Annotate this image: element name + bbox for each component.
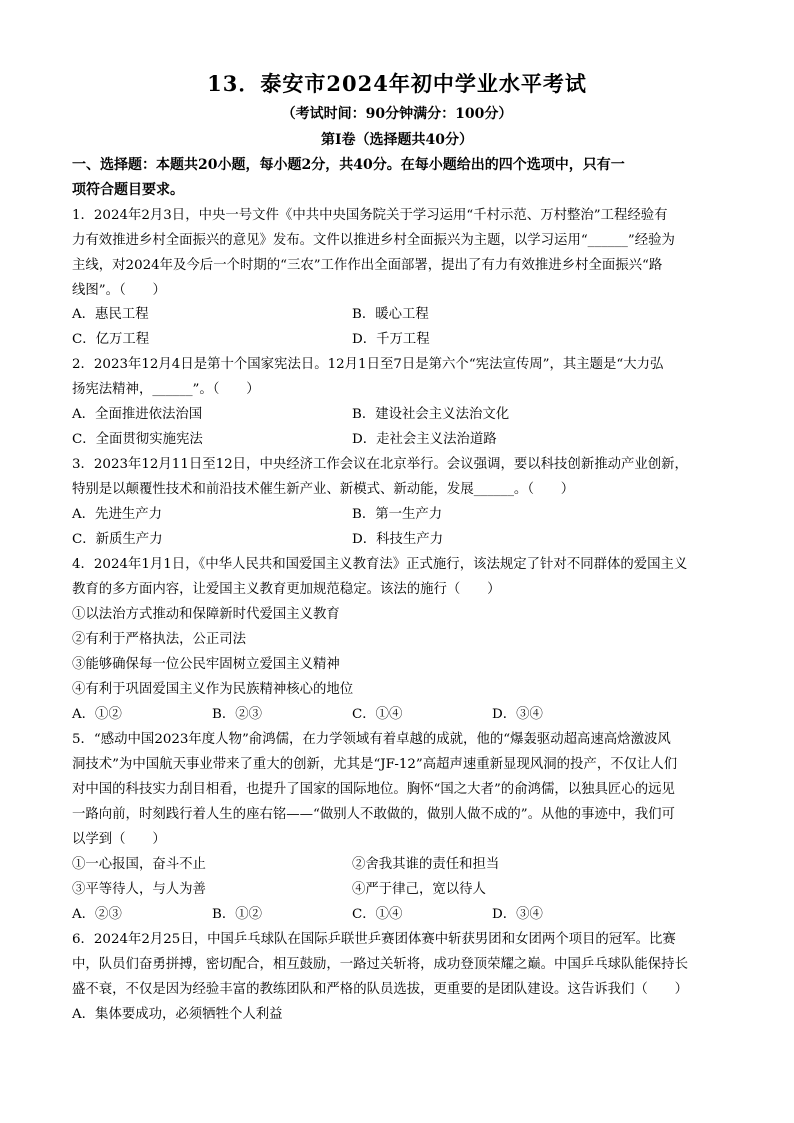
instructions-line: 一、选择题：本题共20小题，每小题2分，共40分。在每小题给出的四个选项中，只有一 xyxy=(72,157,625,173)
question-5-statement: ③平等待人，与人为善 xyxy=(72,882,206,897)
question-5-stem: 5．“感动中国2023年度人物”俞鸿儒，在力学领域有着卓越的成就，他的“爆轰驱动超高速高焓激波风 xyxy=(72,732,671,747)
question-6-option-a[interactable]: A．集体要成功，必须牺牲个人利益 xyxy=(72,1007,283,1022)
question-2-option-d[interactable]: D．走社会主义法治道路 xyxy=(352,432,497,447)
question-4-option-d[interactable]: D．③④ xyxy=(492,707,543,722)
question-3-stem: 特别是以颠覆性技术和前沿技术催生新产业、新模式、新动能，发展______。（ ） xyxy=(72,482,575,497)
question-5-statement: ④严于律己，宽以待人 xyxy=(352,882,486,897)
question-1-stem: 1．2024年2月3日，中央一号文件《中共中央国务院关于学习运用“千村示范、万村整治”工程经验有 xyxy=(72,208,668,223)
question-4-stem: 教育的多方面内容，让爱国主义教育更加规范稳定。该法的施行（ ） xyxy=(72,582,501,597)
question-2-option-c[interactable]: C．全面贯彻实施宪法 xyxy=(72,432,203,447)
question-2-stem: 扬宪法精神，______”。（ ） xyxy=(72,382,260,397)
question-4-option-a[interactable]: A．①② xyxy=(72,707,122,722)
question-1-option-a[interactable]: A．惠民工程 xyxy=(72,307,149,322)
question-1-stem: 力有效推进乡村全面振兴的意见》发布。文件以推进乡村全面振兴为主题，以学习运用“______”经验为 xyxy=(72,233,675,248)
question-5-stem: 对中国的科技实力刮目相看，也提升了国家的国际地位。胸怀“国之大者”的俞鸿儒，以独具匠心的远见 xyxy=(72,782,675,797)
question-4-stem: 4．2024年1月1日，《中华人民共和国爱国主义教育法》正式施行，该法规定了针对不同群体的爱国主义 xyxy=(72,557,688,572)
question-5-stem: 一路向前，时刻践行着人生的座右铭——“做别人不敢做的，做别人做不成的”。从他的事迹中，我们可 xyxy=(72,807,675,822)
question-3-option-c[interactable]: C．新质生产力 xyxy=(72,532,163,547)
question-5-statement: ①一心报国，奋斗不止 xyxy=(72,857,206,872)
question-5-option-a[interactable]: A．②③ xyxy=(72,907,122,922)
question-4-statement: ②有利于严格执法，公正司法 xyxy=(72,632,247,647)
question-3-option-b[interactable]: B．第一生产力 xyxy=(352,507,443,522)
exam-title: 13．泰安市2024年初中学业水平考试 xyxy=(207,71,587,96)
question-3-option-d[interactable]: D．科技生产力 xyxy=(352,532,444,547)
exam-subtitle: （考试时间：90分钟满分：100分） xyxy=(281,106,513,122)
instructions-line: 项符合题目要求。 xyxy=(72,182,184,198)
question-6-stem: 盛不衰，不仅是因为经验丰富的教练团队和严格的队员选拔，更重要的是团队建设。这告诉我们（ ） xyxy=(72,982,688,997)
question-5-stem: 以学到（ ） xyxy=(72,832,166,847)
section-title: 第Ⅰ卷（选择题共40分） xyxy=(320,132,474,148)
question-3-stem: 3．2023年12月11日至12日，中央经济工作会议在北京举行。会议强调，要以科技创新推动产业创新， xyxy=(72,457,688,472)
question-2-stem: 2．2023年12月4日是第十个国家宪法日。12月1日至7日是第六个“宪法宣传周”，其主题是“大力弘 xyxy=(72,357,664,372)
question-1-option-b[interactable]: B．暖心工程 xyxy=(352,307,429,322)
question-2-option-b[interactable]: B．建设社会主义法治文化 xyxy=(352,407,510,422)
question-5-stem: 洞技术”为中国航天事业带来了重大的创新，尤其是“JF-12”高超声速重新显现风洞的投产，不仅让人们 xyxy=(72,757,678,772)
question-1-option-c[interactable]: C．亿万工程 xyxy=(72,332,150,347)
question-6-stem: 6．2024年2月25日，中国乒乓球队在国际乒联世乒赛团体赛中斩获男团和女团两个项目的冠军。比赛 xyxy=(72,932,676,947)
question-4-statement: ①以法治方式推动和保障新时代爱国主义教育 xyxy=(72,607,340,622)
question-5-option-d[interactable]: D．③④ xyxy=(492,907,543,922)
question-4-statement: ③能够确保每一位公民牢固树立爱国主义精神 xyxy=(72,657,340,672)
question-4-statement: ④有利于巩固爱国主义作为民族精神核心的地位 xyxy=(72,682,354,697)
question-2-option-a[interactable]: A．全面推进依法治国 xyxy=(72,407,203,422)
question-1-option-d[interactable]: D．千万工程 xyxy=(352,332,430,347)
question-4-option-c[interactable]: C．①④ xyxy=(352,707,403,722)
question-6-stem: 中，队员们奋勇拼搏，密切配合，相互鼓励，一路过关斩将，成功登顶荣耀之巅。中国乒乓球队能保持长 xyxy=(72,957,688,972)
question-5-option-c[interactable]: C．①④ xyxy=(352,907,403,922)
question-3-option-a[interactable]: A．先进生产力 xyxy=(72,507,163,522)
question-5-option-b[interactable]: B．①② xyxy=(212,907,263,922)
question-5-statement: ②舍我其谁的责任和担当 xyxy=(352,857,500,872)
question-1-stem: 线图”。（ ） xyxy=(72,283,166,298)
question-4-option-b[interactable]: B．②③ xyxy=(212,707,263,722)
question-1-stem: 主线，对2024年及今后一个时期的“三农”工作作出全面部署，提出了有力有效推进乡村全面振兴“路 xyxy=(72,258,663,273)
